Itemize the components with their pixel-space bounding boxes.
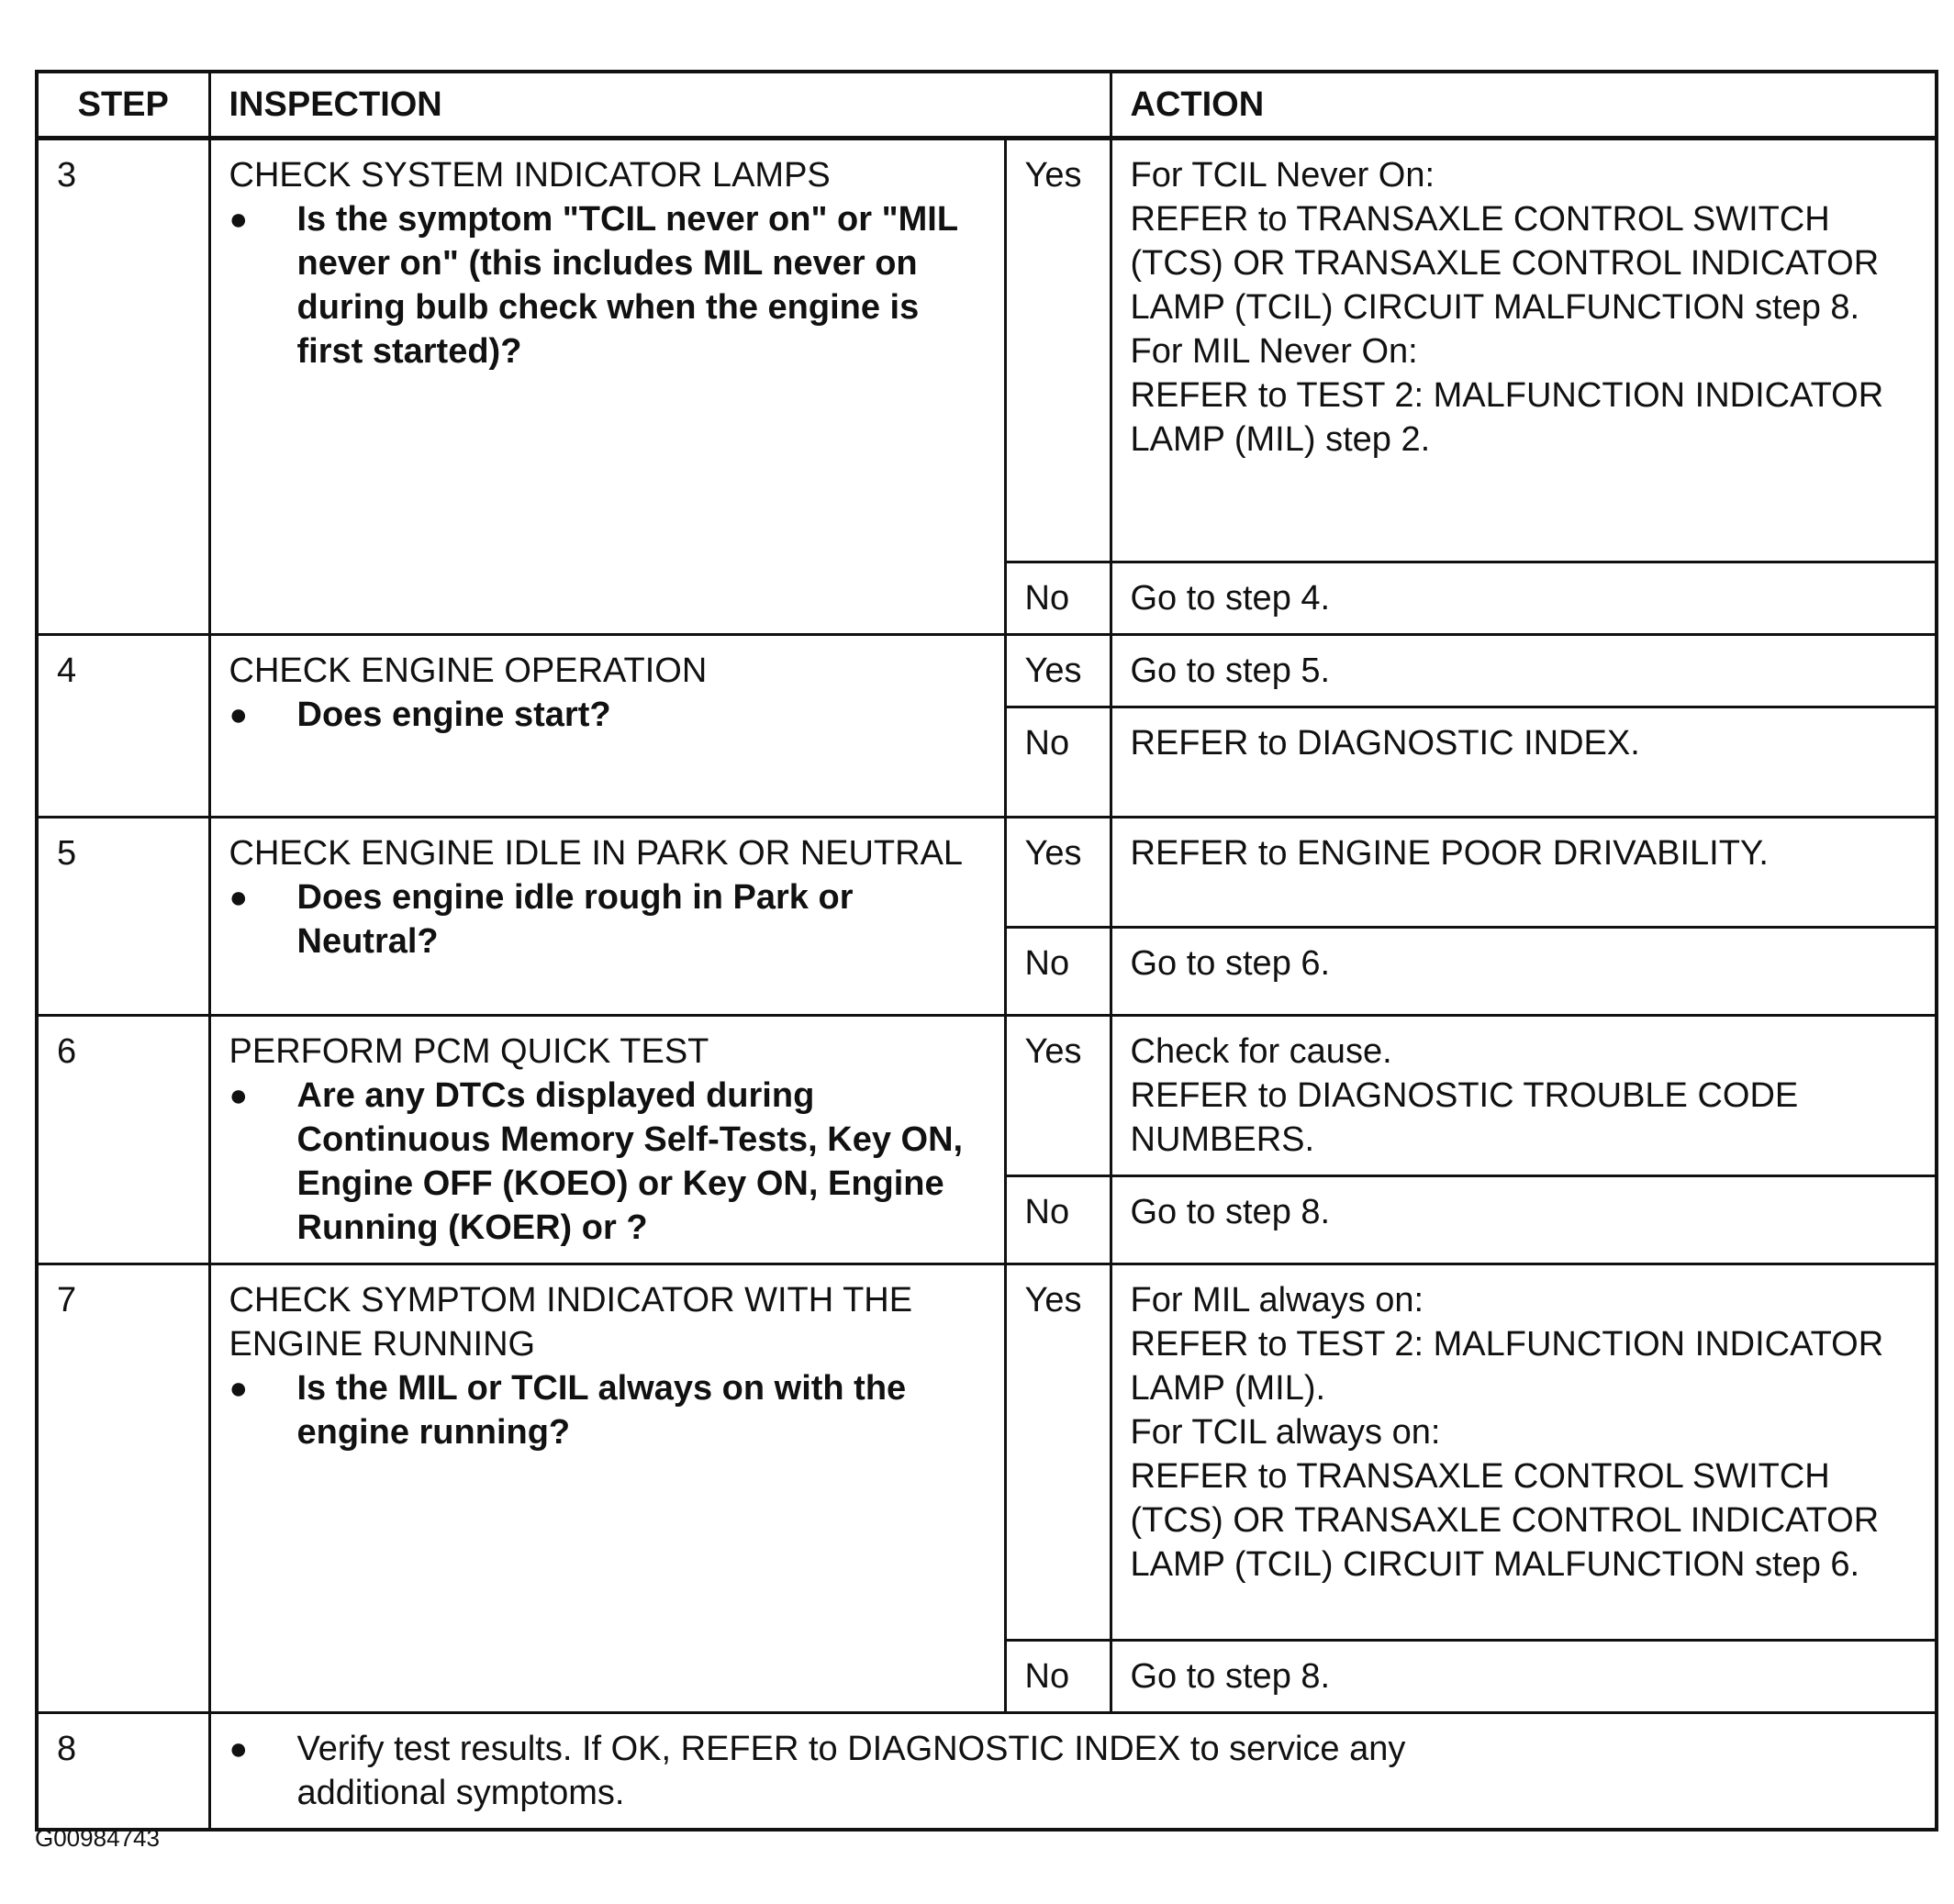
yes-label: Yes: [1005, 1016, 1111, 1176]
action-line: Go to step 5.: [1130, 651, 1331, 690]
header-inspection: INSPECTION: [209, 72, 1111, 139]
inspection-cell: [209, 1016, 1005, 1264]
inspection-bullet: [229, 1074, 986, 1250]
inspection-cell: [209, 818, 1005, 1016]
action-line: For MIL Never On:: [1130, 332, 1418, 371]
action-line: REFER to TEST 2: MALFUNCTION INDICATOR LAMP (MIL) step 2.: [1130, 376, 1884, 459]
inspection-cell: [209, 1264, 1005, 1713]
inspection-title: CHECK ENGINE OPERATION: [229, 651, 708, 690]
table-row: [37, 818, 1937, 928]
table-row: [37, 1016, 1937, 1176]
header-row: [37, 72, 1937, 139]
inspection-bullet: [229, 693, 986, 737]
no-label: No: [1005, 707, 1111, 818]
bullet-icon: ●: [229, 697, 249, 732]
inspection-title: CHECK SYSTEM INDICATOR LAMPS: [229, 156, 831, 195]
yes-action: [1111, 1016, 1937, 1176]
no-action: Go to step 6.: [1111, 928, 1937, 1016]
inspection-question: Does engine idle rough in Park or Neutral?: [296, 878, 854, 961]
step-number: 3: [37, 139, 209, 635]
step-number: 5: [37, 818, 209, 1016]
yes-action: [1111, 635, 1937, 707]
bullet-icon: ●: [229, 202, 249, 237]
inspection-bullet: [229, 1366, 986, 1454]
no-label: No: [1005, 562, 1111, 635]
inspection-bullet: [229, 197, 986, 373]
table-row: [37, 1264, 1937, 1641]
yes-label: Yes: [1005, 139, 1111, 562]
yes-action: [1111, 139, 1937, 562]
action-line: REFER to TEST 2: MALFUNCTION INDICATOR LAMP (MIL).: [1130, 1325, 1884, 1408]
no-label: No: [1005, 928, 1111, 1016]
bullet-icon: ●: [229, 880, 249, 915]
no-action: Go to step 8.: [1111, 1641, 1937, 1713]
action-line: REFER to TRANSAXLE CONTROL SWITCH (TCS) OR TRANSAXLE CONTROL INDICATOR LAMP (TCIL) CIRCUIT MALFUNCTION step 8.: [1130, 200, 1880, 327]
table-row: [37, 1713, 1937, 1831]
yes-label: Yes: [1005, 635, 1111, 707]
no-action: Go to step 4.: [1111, 562, 1937, 635]
no-action: REFER to DIAGNOSTIC INDEX.: [1111, 707, 1937, 818]
diagnostic-table: [35, 70, 1938, 1832]
header-step: STEP: [37, 72, 209, 139]
no-label: No: [1005, 1176, 1111, 1264]
no-action: Go to step 8.: [1111, 1176, 1937, 1264]
step-number: 4: [37, 635, 209, 818]
inspection-title: PERFORM PCM QUICK TEST: [229, 1032, 709, 1071]
action-line: Check for cause.: [1130, 1032, 1392, 1071]
inspection-question: Is the MIL or TCIL always on with the engine running?: [296, 1369, 907, 1452]
no-label: No: [1005, 1641, 1111, 1713]
header-action: ACTION: [1111, 72, 1937, 139]
step-number: 6: [37, 1016, 209, 1264]
table-row: [37, 635, 1937, 707]
inspection-question: Is the symptom "TCIL never on" or "MIL never on" (this includes MIL never on during bulb check when the engine is first started)?: [296, 200, 958, 371]
inspection-cell: [209, 635, 1005, 818]
final-step-text: Verify test results. If OK, REFER to DIAGNOSTIC INDEX to service any additional symptoms.: [296, 1730, 1406, 1812]
bullet-icon: ●: [229, 1371, 249, 1406]
action-line: REFER to ENGINE POOR DRIVABILITY.: [1130, 834, 1769, 873]
yes-label: Yes: [1005, 1264, 1111, 1641]
inspection-question: Are any DTCs displayed during Continuous Memory Self-Tests, Key ON, Engine OFF (KOEO) or Key ON, Engine Running (KOER) or ?: [296, 1076, 964, 1247]
inspection-cell: [209, 139, 1005, 635]
inspection-question: Does engine start?: [296, 696, 611, 734]
yes-action: [1111, 1264, 1937, 1641]
figure-id: G00984743: [35, 1824, 160, 1852]
inspection-bullet: [229, 875, 986, 963]
bullet-icon: ●: [229, 1731, 249, 1766]
step-number: 7: [37, 1264, 209, 1713]
final-step-cell: [209, 1713, 1937, 1831]
step-number: 8: [37, 1713, 209, 1831]
inspection-title: CHECK SYMPTOM INDICATOR WITH THE ENGINE RUNNING: [229, 1281, 913, 1364]
yes-action: [1111, 818, 1937, 928]
yes-label: Yes: [1005, 818, 1111, 928]
inspection-bullet: [229, 1727, 1917, 1815]
action-line: REFER to DIAGNOSTIC TROUBLE CODE NUMBERS.: [1130, 1076, 1799, 1159]
action-line: For TCIL Never On:: [1130, 156, 1435, 195]
action-line: For MIL always on:: [1130, 1281, 1424, 1319]
inspection-title: CHECK ENGINE IDLE IN PARK OR NEUTRAL: [229, 834, 964, 873]
action-line: REFER to TRANSAXLE CONTROL SWITCH (TCS) OR TRANSAXLE CONTROL INDICATOR LAMP (TCIL) CIRCUIT MALFUNCTION step 6.: [1130, 1457, 1880, 1584]
table-row: [37, 139, 1937, 562]
bullet-icon: ●: [229, 1078, 249, 1113]
action-line: For TCIL always on:: [1130, 1413, 1441, 1452]
